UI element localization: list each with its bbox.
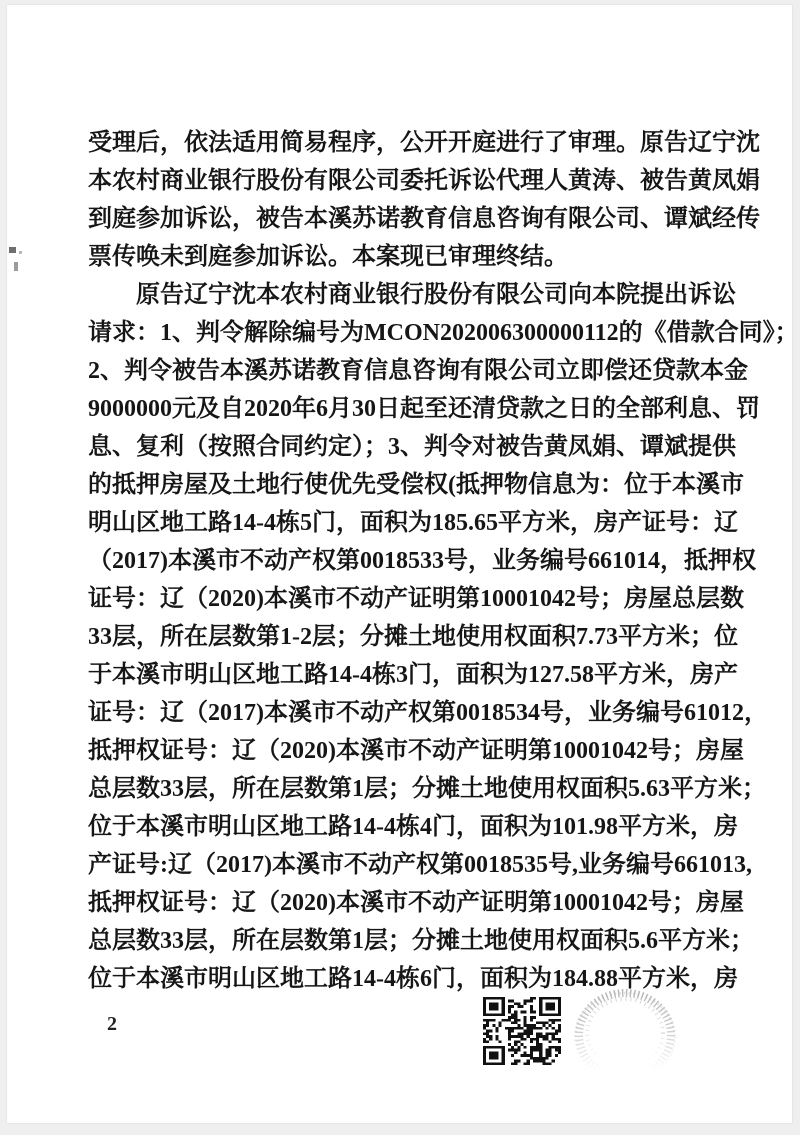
scan-artifact <box>14 262 18 271</box>
body-text <box>88 124 799 998</box>
qr-code-icon <box>483 997 561 1065</box>
scan-artifact <box>9 247 16 253</box>
body-text-line: 票传唤未到庭参加诉讼。本案现已审理终结。 <box>88 244 568 270</box>
body-text-line: 33层，所在层数第1-2层；分摊土地使用权面积7.73平方米；位 <box>88 624 738 650</box>
body-text-line: 产证号:辽（2017)本溪市不动产权第0018535号,业务编号661013, <box>88 852 752 878</box>
circular-stamp-icon <box>567 983 683 1083</box>
body-text-line: 于本溪市明山区地工路14-4栋3门，面积为127.58平方米，房产 <box>88 662 738 688</box>
body-text-line: 总层数33层，所在层数第1层；分摊土地使用权面积5.6平方米； <box>88 928 754 954</box>
body-text-line: 证号：辽（2017)本溪市不动产权第0018534号，业务编号61012， <box>88 700 768 726</box>
body-text-line: 受理后，依法适用简易程序，公开开庭进行了审理。原告辽宁沈 <box>88 130 760 156</box>
body-text-line: 抵押权证号：辽（2020)本溪市不动产证明第10001042号；房屋 <box>88 738 744 764</box>
scan-artifact <box>19 251 22 254</box>
body-text-line: 明山区地工路14-4栋5门，面积为185.65平方米，房产证号：辽 <box>88 510 738 536</box>
body-text-line: （2017)本溪市不动产权第0018533号，业务编号661014，抵押权 <box>88 548 756 574</box>
body-text-line: 请求：1、判令解除编号为MCON202006300000112的《借款合同》； <box>88 320 799 346</box>
body-text-line: 抵押权证号：辽（2020)本溪市不动产证明第10001042号；房屋 <box>88 890 744 916</box>
body-text-line: 位于本溪市明山区地工路14-4栋4门，面积为101.98平方米，房 <box>88 814 738 840</box>
body-text-line: 息、复利（按照合同约定）；3、判令对被告黄凤娟、谭斌提供 <box>88 434 736 460</box>
document-page <box>7 5 799 1123</box>
body-text-line: 的抵押房屋及土地行使优先受偿权(抵押物信息为：位于本溪市 <box>88 472 744 498</box>
page-number: 2 <box>107 1013 117 1035</box>
body-text-line: 2、判令被告本溪苏诺教育信息咨询有限公司立即偿还贷款本金 <box>88 358 748 384</box>
body-text-line: 证号：辽（2020)本溪市不动产证明第10001042号；房屋总层数 <box>88 586 744 612</box>
body-text-line: 到庭参加诉讼，被告本溪苏诺教育信息咨询有限公司、谭斌经传 <box>88 206 760 232</box>
body-text-line: 总层数33层，所在层数第1层；分摊土地使用权面积5.63平方米； <box>88 776 766 802</box>
body-text-line: 本农村商业银行股份有限公司委托诉讼代理人黄涛、被告黄凤娟 <box>88 168 760 194</box>
body-text-line: 原告辽宁沈本农村商业银行股份有限公司向本院提出诉讼 <box>136 282 736 308</box>
body-text-line: 9000000元及自2020年6月30日起至还清贷款之日的全部利息、罚 <box>88 396 760 422</box>
body-text-line: 位于本溪市明山区地工路14-4栋6门，面积为184.88平方米，房 <box>88 966 738 992</box>
